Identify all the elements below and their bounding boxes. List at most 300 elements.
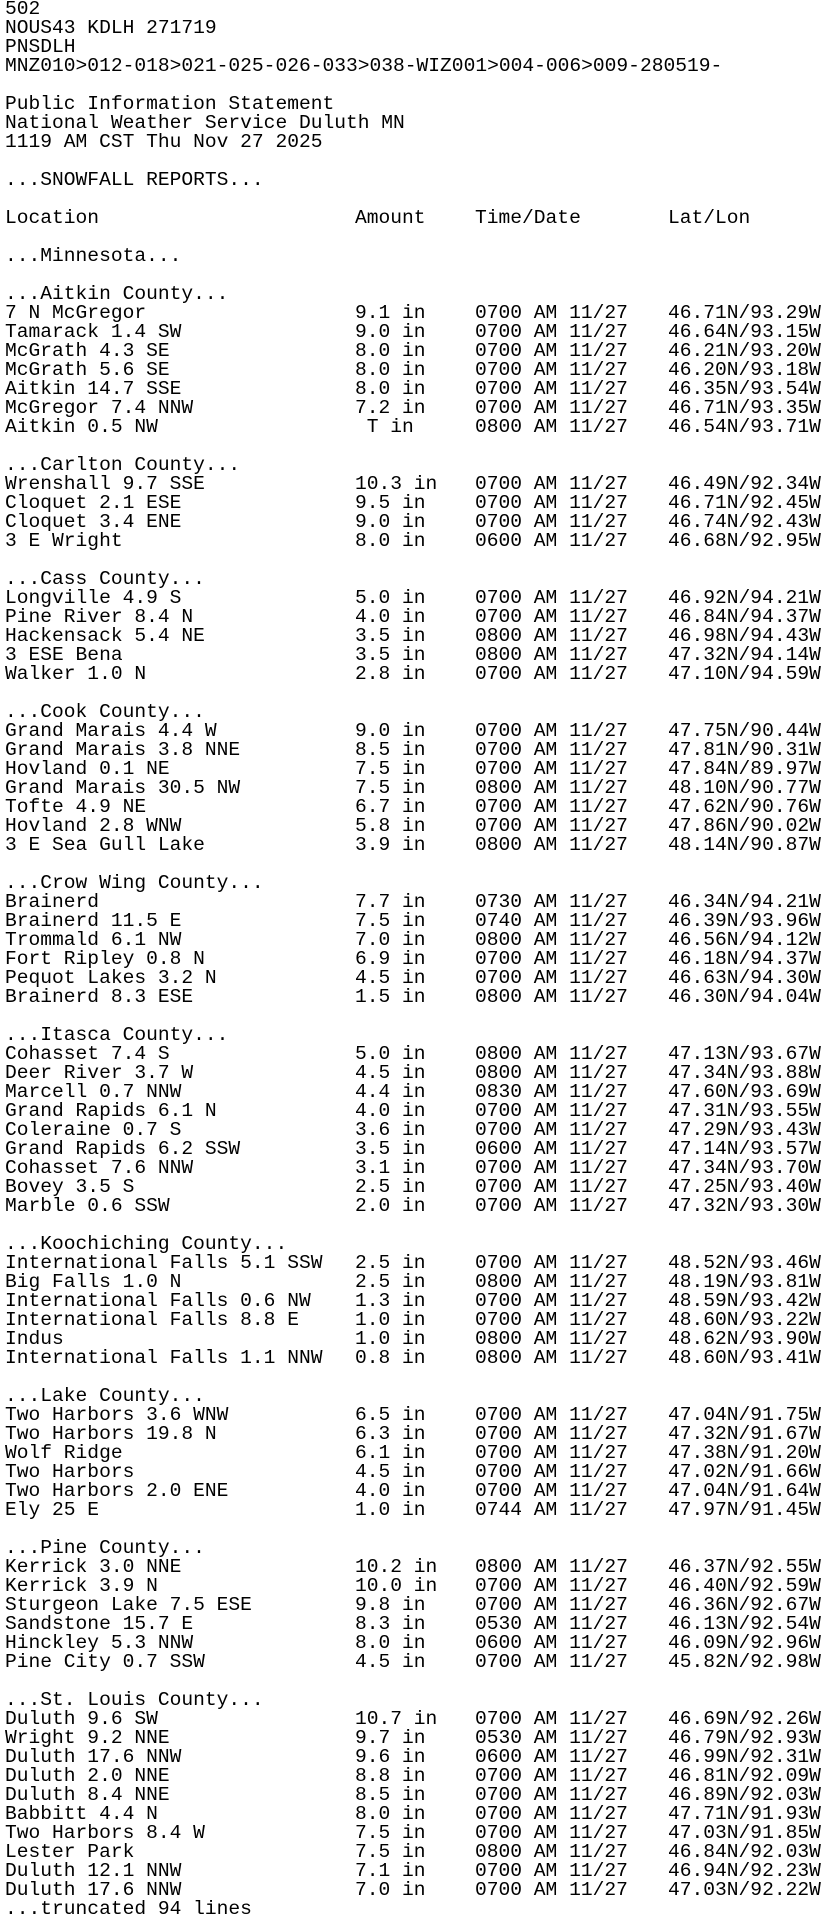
report-amount: 1.0 in (355, 1499, 426, 1521)
report-amount: 7.5 in (355, 1841, 426, 1863)
report-amount: 3.5 in (355, 644, 426, 666)
report-lat-lon: 46.34N/94.21W (668, 891, 821, 913)
report-location: Grand Marais 3.8 NNE (5, 739, 241, 761)
report-lat-lon: 46.49N/92.34W (668, 473, 821, 495)
report-time-date: 0700 AM 11/27 (475, 1803, 628, 1825)
report-time-date: 0700 AM 11/27 (475, 1100, 628, 1122)
report-amount: 9.5 in (355, 492, 426, 514)
county-heading: ...Pine County... (5, 1537, 205, 1559)
report-location: Brainerd (5, 891, 100, 913)
report-lat-lon: 47.25N/93.40W (668, 1176, 821, 1198)
report-amount: 2.0 in (355, 1195, 426, 1217)
report-location: Grand Marais 4.4 W (5, 720, 217, 742)
county-section (5, 285, 826, 456)
report-time-date: 0700 AM 11/27 (475, 1252, 628, 1274)
report-row (5, 665, 826, 684)
report-time-date: 0700 AM 11/27 (475, 302, 628, 324)
report-lat-lon: 47.34N/93.88W (668, 1062, 821, 1084)
report-amount: 2.5 in (355, 1271, 426, 1293)
report-lat-lon: 46.37N/92.55W (668, 1556, 821, 1578)
county-section (5, 1691, 826, 1900)
report-amount: 9.0 in (355, 720, 426, 742)
report-time-date: 0700 AM 11/27 (475, 1480, 628, 1502)
report-location: Hovland 0.1 NE (5, 758, 170, 780)
report-lat-lon: 46.40N/92.59W (668, 1575, 821, 1597)
report-time-date: 0700 AM 11/27 (475, 321, 628, 343)
report-lat-lon: 46.89N/92.03W (668, 1784, 821, 1806)
report-amount: 10.7 in (355, 1708, 438, 1730)
report-lat-lon: 46.71N/93.35W (668, 397, 821, 419)
report-location: Marcell 0.7 NNW (5, 1081, 182, 1103)
report-time-date: 0700 AM 11/27 (475, 473, 628, 495)
report-time-date: 0700 AM 11/27 (475, 1651, 628, 1673)
report-row (5, 1501, 826, 1520)
report-amount: 4.0 in (355, 606, 426, 628)
report-row (5, 988, 826, 1007)
truncation-note: ...truncated 94 lines (5, 1898, 252, 1920)
header-line: NOUS43 KDLH 271719 (5, 17, 217, 39)
report-lat-lon: 46.63N/94.30W (668, 967, 821, 989)
report-time-date: 0800 AM 11/27 (475, 625, 628, 647)
report-amount: 9.0 in (355, 511, 426, 533)
report-location: International Falls 1.1 NNW (5, 1347, 323, 1369)
report-lat-lon: 46.81N/92.09W (668, 1765, 821, 1787)
report-amount: 3.6 in (355, 1119, 426, 1141)
report-location: Sturgeon Lake 7.5 ESE (5, 1594, 252, 1616)
report-row (5, 1349, 826, 1368)
report-location: Duluth 17.6 NNW (5, 1879, 182, 1901)
report-time-date: 0800 AM 11/27 (475, 1043, 628, 1065)
report-lat-lon: 45.82N/92.98W (668, 1651, 821, 1673)
report-amount: 6.3 in (355, 1423, 426, 1445)
report-lat-lon: 47.32N/93.30W (668, 1195, 821, 1217)
report-time-date: 0700 AM 11/27 (475, 1575, 628, 1597)
report-location: Two Harbors 3.6 WNW (5, 1404, 229, 1426)
report-location: Cloquet 3.4 ENE (5, 511, 182, 533)
county-section (5, 703, 826, 874)
report-lat-lon: 46.84N/92.03W (668, 1841, 821, 1863)
report-amount: 4.0 in (355, 1100, 426, 1122)
report-time-date: 0700 AM 11/27 (475, 1157, 628, 1179)
report-time-date: 0700 AM 11/27 (475, 587, 628, 609)
report-time-date: 0700 AM 11/27 (475, 1119, 628, 1141)
report-amount: 5.8 in (355, 815, 426, 837)
report-row (5, 532, 826, 551)
report-location: McGregor 7.4 NNW (5, 397, 194, 419)
report-time-date: 0700 AM 11/27 (475, 511, 628, 533)
report-lat-lon: 46.64N/93.15W (668, 321, 821, 343)
report-amount: 5.0 in (355, 587, 426, 609)
report-time-date: 0700 AM 11/27 (475, 1442, 628, 1464)
report-location: Duluth 8.4 NNE (5, 1784, 170, 1806)
report-location: Cloquet 2.1 ESE (5, 492, 182, 514)
report-amount: 7.5 in (355, 910, 426, 932)
county-section (5, 1387, 826, 1539)
report-location: Two Harbors 19.8 N (5, 1423, 217, 1445)
report-location: Duluth 12.1 NNW (5, 1860, 182, 1882)
report-row (5, 1653, 826, 1672)
report-location: Two Harbors 2.0 ENE (5, 1480, 229, 1502)
report-time-date: 0530 AM 11/27 (475, 1727, 628, 1749)
report-location: International Falls 0.6 NW (5, 1290, 311, 1312)
report-time-date: 0800 AM 11/27 (475, 1841, 628, 1863)
report-amount: 3.1 in (355, 1157, 426, 1179)
report-location: Tamarack 1.4 SW (5, 321, 182, 343)
report-location: Wright 9.2 NNE (5, 1727, 170, 1749)
report-lat-lon: 47.10N/94.59W (668, 663, 821, 685)
report-lat-lon: 46.09N/92.96W (668, 1632, 821, 1654)
report-amount: 6.9 in (355, 948, 426, 970)
report-time-date: 0700 AM 11/27 (475, 1309, 628, 1331)
report-lat-lon: 46.56N/94.12W (668, 929, 821, 951)
report-time-date: 0700 AM 11/27 (475, 1176, 628, 1198)
report-time-date: 0700 AM 11/27 (475, 1765, 628, 1787)
report-amount: 0.8 in (355, 1347, 426, 1369)
report-amount: 9.6 in (355, 1746, 426, 1768)
report-amount: 8.0 in (355, 359, 426, 381)
report-amount: 7.5 in (355, 1822, 426, 1844)
report-time-date: 0700 AM 11/27 (475, 739, 628, 761)
report-time-date: 0700 AM 11/27 (475, 1879, 628, 1901)
report-lat-lon: 46.71N/93.29W (668, 302, 821, 324)
report-time-date: 0700 AM 11/27 (475, 397, 628, 419)
report-lat-lon: 46.99N/92.31W (668, 1746, 821, 1768)
report-location: Lester Park (5, 1841, 135, 1863)
county-section (5, 874, 826, 1026)
report-amount: 7.1 in (355, 1860, 426, 1882)
report-amount: 8.0 in (355, 530, 426, 552)
report-amount: 8.5 in (355, 1784, 426, 1806)
report-location: Ely 25 E (5, 1499, 100, 1521)
report-lat-lon: 47.34N/93.70W (668, 1157, 821, 1179)
report-location: Duluth 9.6 SW (5, 1708, 158, 1730)
report-lat-lon: 47.62N/90.76W (668, 796, 821, 818)
report-location: McGrath 4.3 SE (5, 340, 170, 362)
report-time-date: 0700 AM 11/27 (475, 492, 628, 514)
report-amount: 7.5 in (355, 758, 426, 780)
report-amount: 10.0 in (355, 1575, 438, 1597)
report-lat-lon: 47.84N/89.97W (668, 758, 821, 780)
report-time-date: 0700 AM 11/27 (475, 378, 628, 400)
report-location: Duluth 2.0 NNE (5, 1765, 170, 1787)
report-time-date: 0800 AM 11/27 (475, 1556, 628, 1578)
report-lat-lon: 47.71N/91.93W (668, 1803, 821, 1825)
report-location: Hinckley 5.3 NNW (5, 1632, 194, 1654)
report-location: Kerrick 3.0 NNE (5, 1556, 182, 1578)
header-line: National Weather Service Duluth MN (5, 112, 405, 134)
report-lat-lon: 46.74N/92.43W (668, 511, 821, 533)
county-sections (5, 285, 826, 1900)
statement-header (5, 0, 826, 209)
report-time-date: 0700 AM 11/27 (475, 340, 628, 362)
report-time-date: 0700 AM 11/27 (475, 1195, 628, 1217)
report-amount: 4.5 in (355, 1062, 426, 1084)
report-location: Kerrick 3.9 N (5, 1575, 158, 1597)
report-amount: 4.5 in (355, 1461, 426, 1483)
report-row (5, 418, 826, 437)
county-section (5, 1235, 826, 1387)
report-amount: 7.0 in (355, 929, 426, 951)
report-amount: 10.2 in (355, 1556, 438, 1578)
report-amount: 8.0 in (355, 378, 426, 400)
report-location: Brainerd 8.3 ESE (5, 986, 194, 1008)
report-amount: 1.0 in (355, 1309, 426, 1331)
report-location: Indus (5, 1328, 64, 1350)
report-time-date: 0800 AM 11/27 (475, 986, 628, 1008)
report-lat-lon: 47.02N/91.66W (668, 1461, 821, 1483)
report-location: 3 ESE Bena (5, 644, 123, 666)
column-lat-lon: Lat/Lon (668, 207, 751, 229)
county-heading: ...Carlton County... (5, 454, 241, 476)
report-amount: 8.3 in (355, 1613, 426, 1635)
report-amount: 4.4 in (355, 1081, 426, 1103)
report-amount: 7.2 in (355, 397, 426, 419)
header-line: 1119 AM CST Thu Nov 27 2025 (5, 131, 323, 153)
report-location: Brainerd 11.5 E (5, 910, 182, 932)
report-time-date: 0600 AM 11/27 (475, 1632, 628, 1654)
report-location: Wolf Ridge (5, 1442, 123, 1464)
report-location: Deer River 3.7 W (5, 1062, 194, 1084)
report-time-date: 0600 AM 11/27 (475, 1138, 628, 1160)
report-location: McGrath 5.6 SE (5, 359, 170, 381)
report-time-date: 0700 AM 11/27 (475, 359, 628, 381)
county-heading: ...St. Louis County... (5, 1689, 264, 1711)
report-amount: 1.3 in (355, 1290, 426, 1312)
report-lat-lon: 46.68N/92.95W (668, 530, 821, 552)
report-time-date: 0600 AM 11/27 (475, 1746, 628, 1768)
report-amount: 3.5 in (355, 1138, 426, 1160)
report-amount: 8.0 in (355, 340, 426, 362)
report-amount: 7.7 in (355, 891, 426, 913)
report-location: Walker 1.0 N (5, 663, 147, 685)
report-time-date: 0700 AM 11/27 (475, 1708, 628, 1730)
report-location: Grand Rapids 6.1 N (5, 1100, 217, 1122)
report-location: Grand Rapids 6.2 SSW (5, 1138, 241, 1160)
report-lat-lon: 46.84N/94.37W (668, 606, 821, 628)
report-lat-lon: 47.97N/91.45W (668, 1499, 821, 1521)
header-line: MNZ010>012-018>021-025-026-033>038-WIZ001>004-006>009-280519- (5, 55, 723, 77)
column-location: Location (5, 207, 100, 229)
report-lat-lon: 46.20N/93.18W (668, 359, 821, 381)
report-amount: 9.7 in (355, 1727, 426, 1749)
report-lat-lon: 47.03N/91.85W (668, 1822, 821, 1844)
report-time-date: 0800 AM 11/27 (475, 777, 628, 799)
report-lat-lon: 48.60N/93.22W (668, 1309, 821, 1331)
report-time-date: 0700 AM 11/27 (475, 1822, 628, 1844)
report-time-date: 0530 AM 11/27 (475, 1613, 628, 1635)
report-time-date: 0800 AM 11/27 (475, 644, 628, 666)
report-amount: 3.5 in (355, 625, 426, 647)
report-lat-lon: 46.13N/92.54W (668, 1613, 821, 1635)
report-lat-lon: 46.69N/92.26W (668, 1708, 821, 1730)
county-section (5, 456, 826, 570)
report-time-date: 0700 AM 11/27 (475, 606, 628, 628)
report-lat-lon: 47.60N/93.69W (668, 1081, 821, 1103)
report-amount: 9.0 in (355, 321, 426, 343)
report-location: Duluth 17.6 NNW (5, 1746, 182, 1768)
report-location: Sandstone 15.7 E (5, 1613, 194, 1635)
report-lat-lon: 48.59N/93.42W (668, 1290, 821, 1312)
report-lat-lon: 46.39N/93.96W (668, 910, 821, 932)
report-lat-lon: 48.60N/93.41W (668, 1347, 821, 1369)
report-location: International Falls 8.8 E (5, 1309, 299, 1331)
report-lat-lon: 47.32N/94.14W (668, 644, 821, 666)
county-section (5, 1539, 826, 1691)
report-time-date: 0700 AM 11/27 (475, 1290, 628, 1312)
report-location: Fort Ripley 0.8 N (5, 948, 205, 970)
report-lat-lon: 46.35N/93.54W (668, 378, 821, 400)
report-location: Cohasset 7.4 S (5, 1043, 170, 1065)
report-lat-lon: 47.38N/91.20W (668, 1442, 821, 1464)
report-time-date: 0700 AM 11/27 (475, 1594, 628, 1616)
report-lat-lon: 46.30N/94.04W (668, 986, 821, 1008)
report-row (5, 836, 826, 855)
report-amount: 9.1 in (355, 302, 426, 324)
report-location: Hackensack 5.4 NE (5, 625, 205, 647)
report-amount: 6.7 in (355, 796, 426, 818)
report-amount: 2.5 in (355, 1252, 426, 1274)
report-lat-lon: 47.81N/90.31W (668, 739, 821, 761)
report-location: Babbitt 4.4 N (5, 1803, 158, 1825)
report-amount: 4.0 in (355, 1480, 426, 1502)
report-lat-lon: 46.54N/93.71W (668, 416, 821, 438)
report-amount: 3.9 in (355, 834, 426, 856)
report-lat-lon: 47.04N/91.75W (668, 1404, 821, 1426)
report-location: Two Harbors 8.4 W (5, 1822, 205, 1844)
report-time-date: 0800 AM 11/27 (475, 1347, 628, 1369)
report-time-date: 0700 AM 11/27 (475, 720, 628, 742)
report-lat-lon: 47.14N/93.57W (668, 1138, 821, 1160)
report-location: Grand Marais 30.5 NW (5, 777, 241, 799)
report-time-date: 0700 AM 11/27 (475, 1860, 628, 1882)
report-lat-lon: 47.04N/91.64W (668, 1480, 821, 1502)
report-lat-lon: 46.36N/92.67W (668, 1594, 821, 1616)
report-time-date: 0700 AM 11/27 (475, 948, 628, 970)
report-time-date: 0700 AM 11/27 (475, 758, 628, 780)
report-lat-lon: 48.14N/90.87W (668, 834, 821, 856)
report-lat-lon: 48.19N/93.81W (668, 1271, 821, 1293)
report-time-date: 0800 AM 11/27 (475, 1062, 628, 1084)
report-location: Aitkin 14.7 SSE (5, 378, 182, 400)
report-amount: 2.5 in (355, 1176, 426, 1198)
state-heading: ...Minnesota... (5, 245, 182, 267)
report-amount: 7.0 in (355, 1879, 426, 1901)
report-time-date: 0700 AM 11/27 (475, 1404, 628, 1426)
report-lat-lon: 46.71N/92.45W (668, 492, 821, 514)
report-amount: 6.1 in (355, 1442, 426, 1464)
report-lat-lon: 47.32N/91.67W (668, 1423, 821, 1445)
report-amount: 8.0 in (355, 1803, 426, 1825)
report-location: Wrenshall 9.7 SSE (5, 473, 205, 495)
report-lat-lon: 46.94N/92.23W (668, 1860, 821, 1882)
report-lat-lon: 47.31N/93.55W (668, 1100, 821, 1122)
report-time-date: 0600 AM 11/27 (475, 530, 628, 552)
report-lat-lon: 46.18N/94.37W (668, 948, 821, 970)
report-lat-lon: 47.86N/90.02W (668, 815, 821, 837)
report-amount: 4.5 in (355, 967, 426, 989)
report-location: Big Falls 1.0 N (5, 1271, 182, 1293)
report-amount: 8.8 in (355, 1765, 426, 1787)
report-time-date: 0700 AM 11/27 (475, 1461, 628, 1483)
county-heading: ...Koochiching County... (5, 1233, 288, 1255)
report-location: Hovland 2.8 WNW (5, 815, 182, 837)
report-location: 3 E Sea Gull Lake (5, 834, 205, 856)
report-location: International Falls 5.1 SSW (5, 1252, 323, 1274)
report-time-date: 0700 AM 11/27 (475, 815, 628, 837)
report-location: Longville 4.9 S (5, 587, 182, 609)
report-lat-lon: 46.92N/94.21W (668, 587, 821, 609)
report-lat-lon: 46.21N/93.20W (668, 340, 821, 362)
report-amount: 5.0 in (355, 1043, 426, 1065)
report-time-date: 0800 AM 11/27 (475, 834, 628, 856)
report-time-date: 0800 AM 11/27 (475, 929, 628, 951)
column-time-date: Time/Date (475, 207, 581, 229)
header-line: ...SNOWFALL REPORTS... (5, 169, 264, 191)
report-time-date: 0730 AM 11/27 (475, 891, 628, 913)
header-line: PNSDLH (5, 36, 76, 58)
report-amount: 6.5 in (355, 1404, 426, 1426)
report-amount: 7.5 in (355, 777, 426, 799)
report-location: Cohasset 7.6 NNW (5, 1157, 194, 1179)
county-section (5, 570, 826, 703)
report-amount: 4.5 in (355, 1651, 426, 1673)
report-amount: 8.5 in (355, 739, 426, 761)
county-heading: ...Cook County... (5, 701, 205, 723)
report-time-date: 0744 AM 11/27 (475, 1499, 628, 1521)
report-location: Marble 0.6 SSW (5, 1195, 170, 1217)
report-location: 7 N McGregor (5, 302, 147, 324)
report-lat-lon: 47.29N/93.43W (668, 1119, 821, 1141)
report-location: Trommald 6.1 NW (5, 929, 182, 951)
report-row (5, 1197, 826, 1216)
report-location: Bovey 3.5 S (5, 1176, 135, 1198)
county-heading: ...Crow Wing County... (5, 872, 264, 894)
report-time-date: 0700 AM 11/27 (475, 1784, 628, 1806)
report-time-date: 0800 AM 11/27 (475, 1328, 628, 1350)
report-lat-lon: 46.79N/92.93W (668, 1727, 821, 1749)
report-amount: 8.0 in (355, 1632, 426, 1654)
report-location: Pine City 0.7 SSW (5, 1651, 205, 1673)
report-time-date: 0830 AM 11/27 (475, 1081, 628, 1103)
report-location: 3 E Wright (5, 530, 123, 552)
header-line: Public Information Statement (5, 93, 335, 115)
report-location: Coleraine 0.7 S (5, 1119, 182, 1141)
report-location: Two Harbors (5, 1461, 135, 1483)
report-location: Pequot Lakes 3.2 N (5, 967, 217, 989)
report-time-date: 0740 AM 11/27 (475, 910, 628, 932)
report-time-date: 0700 AM 11/27 (475, 1423, 628, 1445)
report-amount: 2.8 in (355, 663, 426, 685)
county-heading: ...Cass County... (5, 568, 205, 590)
report-lat-lon: 48.10N/90.77W (668, 777, 821, 799)
report-lat-lon: 48.62N/93.90W (668, 1328, 821, 1350)
header-line: 502 (5, 0, 41, 20)
report-lat-lon: 46.98N/94.43W (668, 625, 821, 647)
report-lat-lon: 47.75N/90.44W (668, 720, 821, 742)
report-amount: 10.3 in (355, 473, 438, 495)
report-time-date: 0700 AM 11/27 (475, 967, 628, 989)
report-location: Pine River 8.4 N (5, 606, 194, 628)
report-time-date: 0800 AM 11/27 (475, 1271, 628, 1293)
column-amount: Amount (355, 207, 426, 229)
report-amount: 1.0 in (355, 1328, 426, 1350)
report-amount: T in (355, 416, 414, 438)
report-time-date: 0700 AM 11/27 (475, 663, 628, 685)
county-section (5, 1026, 826, 1235)
report-lat-lon: 47.13N/93.67W (668, 1043, 821, 1065)
county-heading: ...Aitkin County... (5, 283, 229, 305)
county-heading: ...Itasca County... (5, 1024, 229, 1046)
